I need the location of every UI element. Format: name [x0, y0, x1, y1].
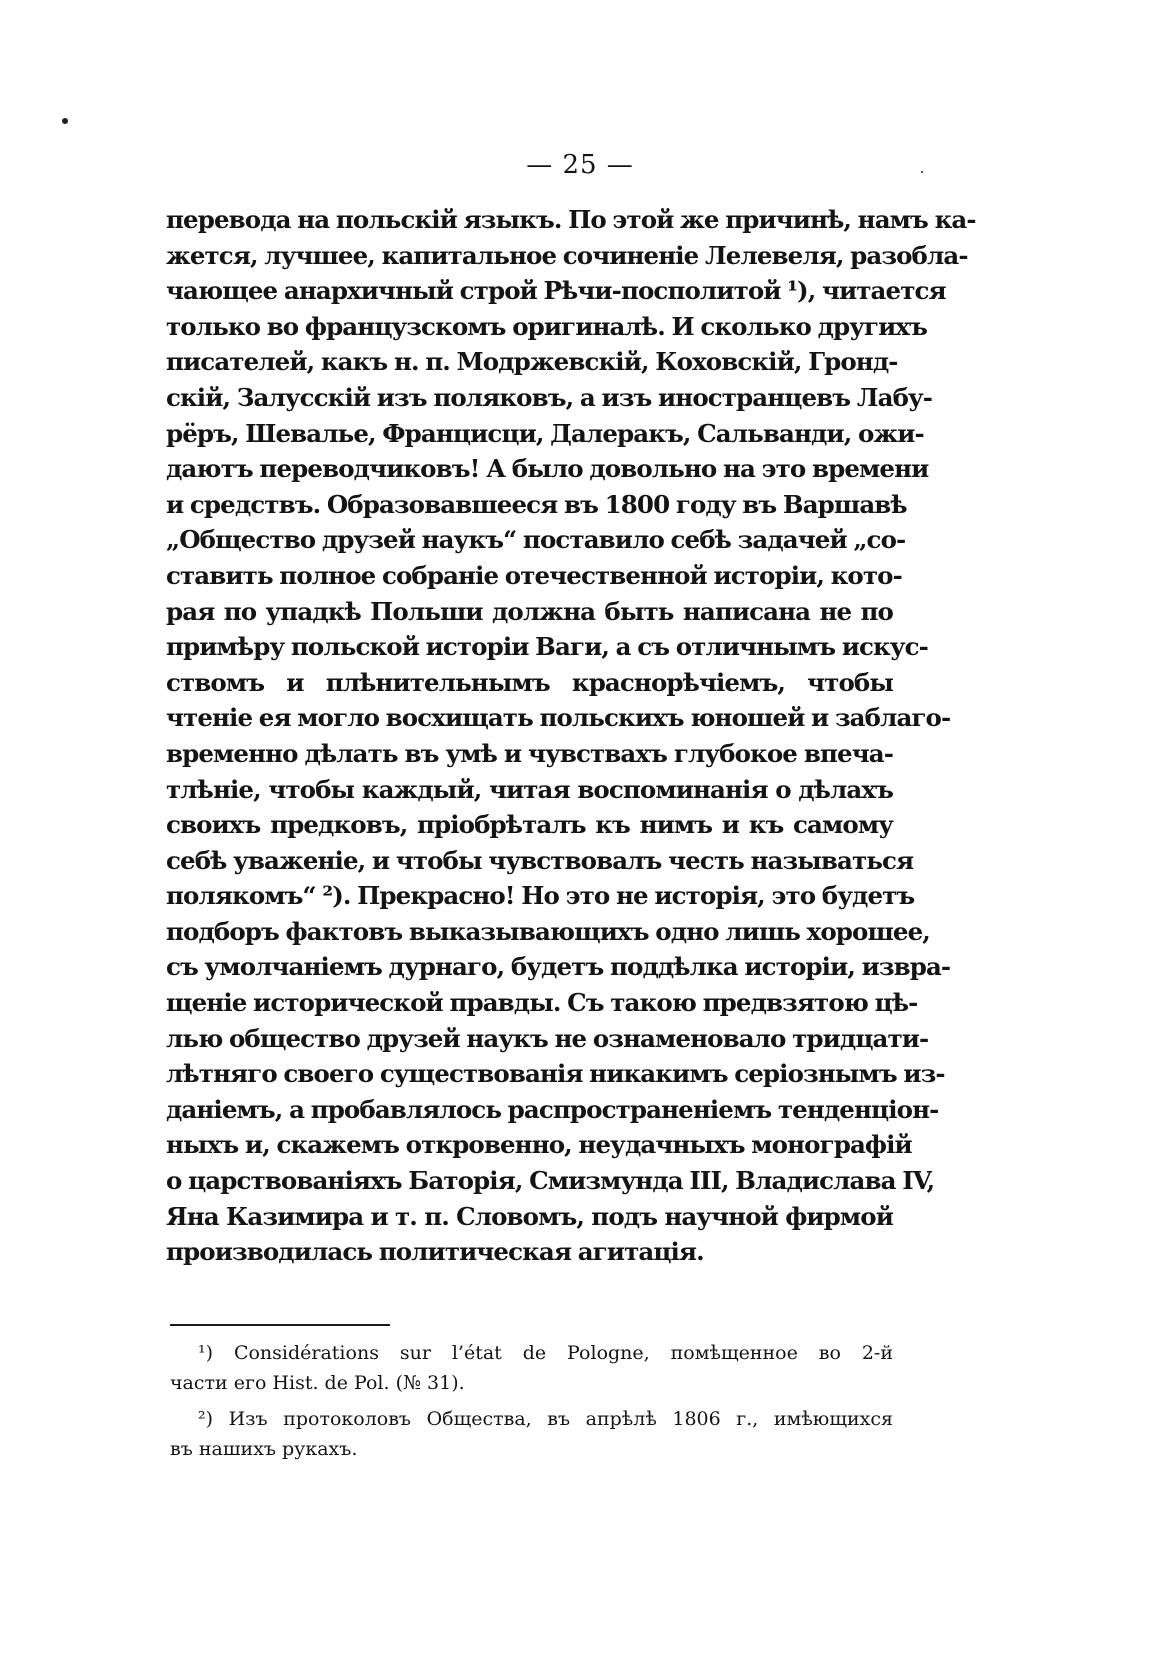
- footnote-line: части его Hist. de Pol. (№ 31).: [170, 1372, 465, 1394]
- text-line: „Общество друзей наукъ“ поставило себѣ задачей „со-: [166, 525, 906, 555]
- text-line: чтеніе ея могло восхищать польскихъ юношей и заблаго-: [166, 703, 951, 733]
- text-line: ставить полное собраніе отечественной исторіи, кото-: [166, 560, 902, 590]
- text-line: даніемъ, а пробавлялось распространеніемъ тенденціон-: [166, 1094, 939, 1124]
- text-line: щеніе исторической правды. Съ такою предвзятою цѣ-: [166, 988, 918, 1018]
- text-line: съ умолчаніемъ дурнаго, будетъ поддѣлка исторіи, извра-: [166, 952, 951, 982]
- text-line: рая по упадкѣ Польши должна быть написана не по: [166, 596, 893, 626]
- text-line: чающее анархичный строй Рѣчи-посполитой ¹), читается: [166, 276, 946, 306]
- text-line: скій, Залусскій изъ поляковъ, а изъ иностранцевъ Лабу-: [166, 382, 933, 412]
- text-line: полякомъ“ ²). Прекрасно! Но это не исторія, это будетъ: [166, 881, 915, 911]
- text-line: временно дѣлать въ умѣ и чувствахъ глубокое впеча-: [166, 738, 893, 768]
- text-line: и средствъ. Образовавшееся въ 1800 году въ Варшавѣ: [166, 489, 907, 519]
- text-line: Яна Казимира и т. п. Словомъ, подъ научной фирмой: [166, 1201, 893, 1231]
- ink-speck: [62, 118, 68, 124]
- text-line: перевода на польскій языкъ. По этой же причинѣ, намъ ка-: [166, 205, 976, 234]
- body-text: [166, 202, 976, 1270]
- text-line: лью общество друзей наукъ не ознаменовало тридцати-: [166, 1023, 929, 1053]
- text-line: писателей, какъ н. п. Модржевскій, Коховскій, Гронд-: [166, 347, 898, 377]
- footnote-line: ²) Изъ протоколовъ Общества, въ апрѣлѣ 1806 г., имѣющихся: [198, 1408, 893, 1430]
- page-number: — 25 —: [526, 150, 634, 180]
- footnote-line: ¹) Considérations sur l’état de Pologne, помѣщенное во 2-й: [198, 1342, 893, 1364]
- text-line: даютъ переводчиковъ! А было довольно на это времени: [166, 454, 929, 484]
- footnote-2: [170, 1404, 893, 1464]
- text-line: производилась политическая агитація.: [166, 1237, 704, 1267]
- footnote-line: въ нашихъ рукахъ.: [170, 1438, 358, 1460]
- text-line: лѣтняго своего существованія никакимъ серіознымъ из-: [166, 1059, 945, 1089]
- footnote-divider: [170, 1324, 390, 1326]
- text-line: о царствованіяхъ Баторія, Смизмунда III, Владислава IV,: [166, 1166, 935, 1196]
- text-line: себѣ уваженіе, и чтобы чувствовалъ честь называться: [166, 845, 914, 875]
- text-line: ныхъ и, скажемъ откровенно, неудачныхъ монографій: [166, 1130, 912, 1160]
- text-line: тлѣніе, чтобы каждый, читая воспоминанія о дѣлахъ: [166, 774, 893, 804]
- text-line: примѣру польской исторіи Ваги, а съ отличнымъ искус-: [166, 632, 928, 662]
- footnotes: [170, 1338, 893, 1464]
- footnote-1: [170, 1338, 893, 1398]
- text-line: подборъ фактовъ выказывающихъ одно лишь хорошее,: [166, 916, 930, 946]
- text-line: своихъ предковъ, пріобрѣталъ къ нимъ и къ самому: [166, 810, 893, 840]
- text-line: рёръ, Шевалье, Францисци, Далеракъ, Сальванди, ожи-: [166, 418, 924, 448]
- text-line: ствомъ и плѣнительнымъ краснорѣчіемъ, чтобы: [166, 667, 893, 697]
- text-line: жется, лучшее, капитальное сочиненіе Лелевеля, разобла-: [166, 240, 968, 270]
- text-line: только во французскомъ оригиналѣ. И сколько другихъ: [166, 311, 928, 341]
